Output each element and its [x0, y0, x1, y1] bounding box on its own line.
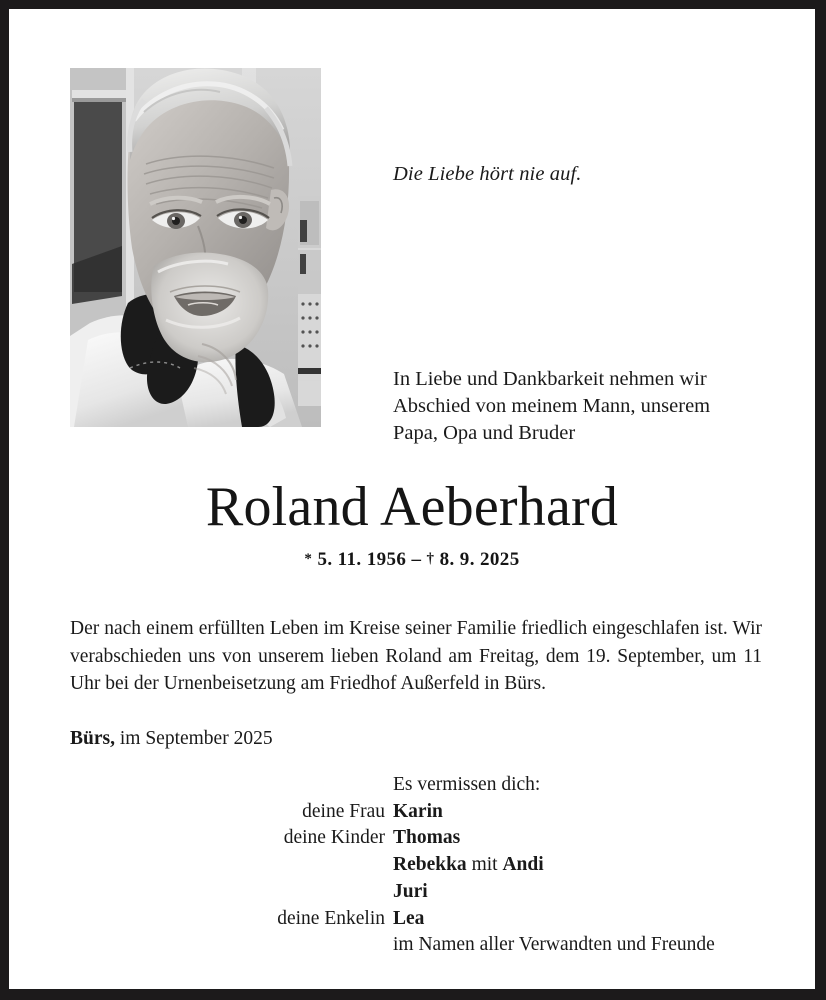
name-block: [9, 476, 815, 571]
mourner-partner-name: Andi: [502, 854, 544, 876]
mourner-row: [70, 906, 762, 933]
death-symbol: †: [426, 551, 435, 567]
portrait-photo-graphic: [70, 68, 321, 427]
mourners-heading-row: [70, 772, 762, 799]
mourners-block: [70, 772, 762, 959]
intro-line: Abschied von meinem Mann, unserem: [393, 395, 711, 418]
mourner-relation-label: deine Enkelin: [277, 907, 385, 929]
body-paragraph: Der nach einem erfüllten Leben im Kreise seiner Familie friedlich eingeschlafen ist. Wir verabschieden uns von unserem lieben Roland am Freitag, dem 19. September, um 11 Uhr bei der Urnenbeisetzung am Friedhof Außerfeld in Bürs.: [70, 618, 762, 695]
memorial-quote: Die Liebe hört nie auf.: [393, 163, 582, 185]
intro-line: Papa, Opa und Bruder: [393, 422, 576, 445]
intro-line: In Liebe und Dankbarkeit nehmen wir: [393, 368, 707, 390]
mourner-relation-label: deine Frau: [302, 800, 385, 822]
mourner-name-text: Juri: [393, 880, 428, 902]
mourner-name: [393, 852, 762, 879]
life-dates: [9, 549, 815, 571]
intro-text: [393, 366, 778, 447]
date-separator: –: [411, 549, 422, 570]
mourner-name: [393, 906, 762, 933]
mourner-relation-label: deine Kinder: [283, 827, 385, 849]
mourner-name: [393, 799, 762, 826]
mourner-name-text: Lea: [393, 907, 425, 929]
mourners-closing-row: [70, 932, 762, 959]
mourner-name-text: Karin: [393, 800, 443, 822]
mourner-name: [393, 879, 762, 906]
header-area: [9, 9, 815, 445]
deceased-name: Roland Aeberhard: [205, 476, 619, 538]
death-date: 8. 9. 2025: [439, 549, 520, 570]
mourner-name: [393, 825, 762, 852]
mourner-connector: mit: [466, 854, 503, 876]
mourner-row: [70, 825, 762, 852]
mourner-name-text: Thomas: [393, 827, 461, 849]
mourners-closing: im Namen aller Verwandten und Freunde: [393, 934, 715, 956]
mourners-heading: Es vermissen dich:: [393, 774, 541, 795]
notice-date: im September 2025: [114, 728, 273, 749]
birth-symbol: *: [304, 551, 313, 567]
mourner-name-text: Rebekka: [393, 854, 467, 876]
birth-date: 5. 11. 1956: [317, 549, 407, 570]
mourner-row: [70, 879, 762, 906]
place-name: Bürs,: [70, 728, 115, 749]
mourner-row: [70, 852, 762, 879]
portrait-photo: [70, 68, 321, 427]
place-and-date: [70, 726, 273, 751]
mourner-row: [70, 799, 762, 826]
notice-sheet: [9, 9, 815, 989]
